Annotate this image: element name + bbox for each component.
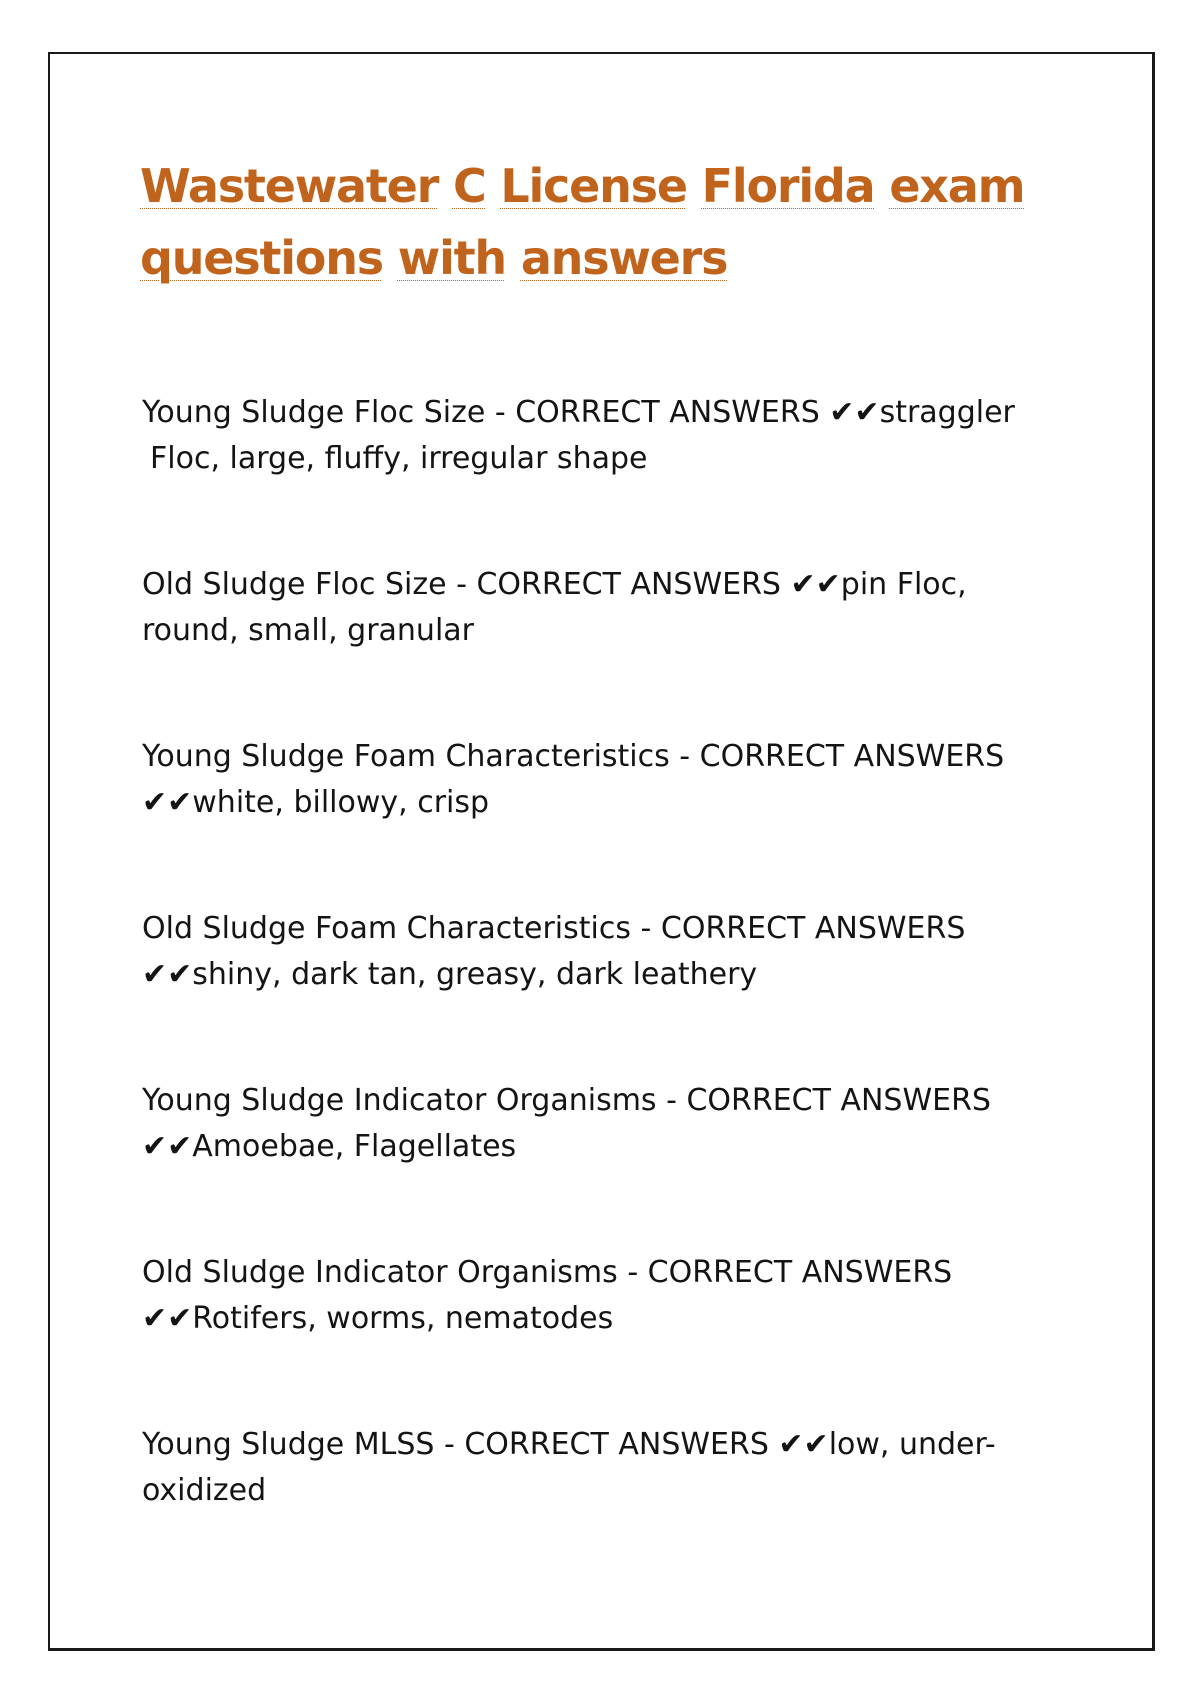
title-word: answers	[520, 231, 728, 285]
qa-answer-line: round, small, granular	[142, 613, 474, 648]
qa-question-line: Old Sludge Floc Size - CORRECT ANSWERS ✔✔pin Floc,	[142, 567, 967, 602]
qa-question-line: Young Sludge Floc Size - CORRECT ANSWERS ✔✔straggler	[142, 395, 1015, 430]
qa-item	[142, 906, 1082, 1078]
title-word: License	[500, 159, 687, 213]
qa-answer-line: oxidized	[142, 1473, 267, 1508]
qa-question-line: Young Sludge MLSS - CORRECT ANSWERS ✔✔low, under-	[142, 1427, 996, 1462]
qa-item	[142, 734, 1082, 906]
qa-item	[142, 1078, 1082, 1250]
qa-answer-line: ✔✔Amoebae, Flagellates	[142, 1129, 517, 1164]
qa-item	[142, 1250, 1082, 1422]
title-word: Florida	[701, 159, 875, 213]
qa-list	[142, 390, 1082, 1594]
qa-question-line: Young Sludge Foam Characteristics - CORRECT ANSWERS	[142, 739, 1005, 774]
qa-item	[142, 390, 1082, 562]
qa-item	[142, 1422, 1082, 1594]
title-word: Wastewater	[140, 159, 439, 213]
document-title	[140, 150, 1040, 294]
title-word: questions	[140, 231, 383, 285]
qa-answer-line: ✔✔Rotifers, worms, nematodes	[142, 1301, 614, 1336]
qa-question-line: Old Sludge Indicator Organisms - CORRECT ANSWERS	[142, 1255, 953, 1290]
qa-answer-line: ✔✔white, billowy, crisp	[142, 785, 490, 820]
qa-question-line: Young Sludge Indicator Organisms - CORRECT ANSWERS	[142, 1083, 991, 1118]
title-word: C	[452, 159, 486, 213]
title-word: exam	[889, 159, 1025, 213]
qa-answer-line: Floc, large, fluffy, irregular shape	[150, 441, 648, 476]
qa-answer-line: ✔✔shiny, dark tan, greasy, dark leathery	[142, 957, 758, 992]
qa-question-line: Old Sludge Foam Characteristics - CORRECT ANSWERS	[142, 911, 966, 946]
qa-item	[142, 562, 1082, 734]
title-word: with	[397, 231, 506, 285]
